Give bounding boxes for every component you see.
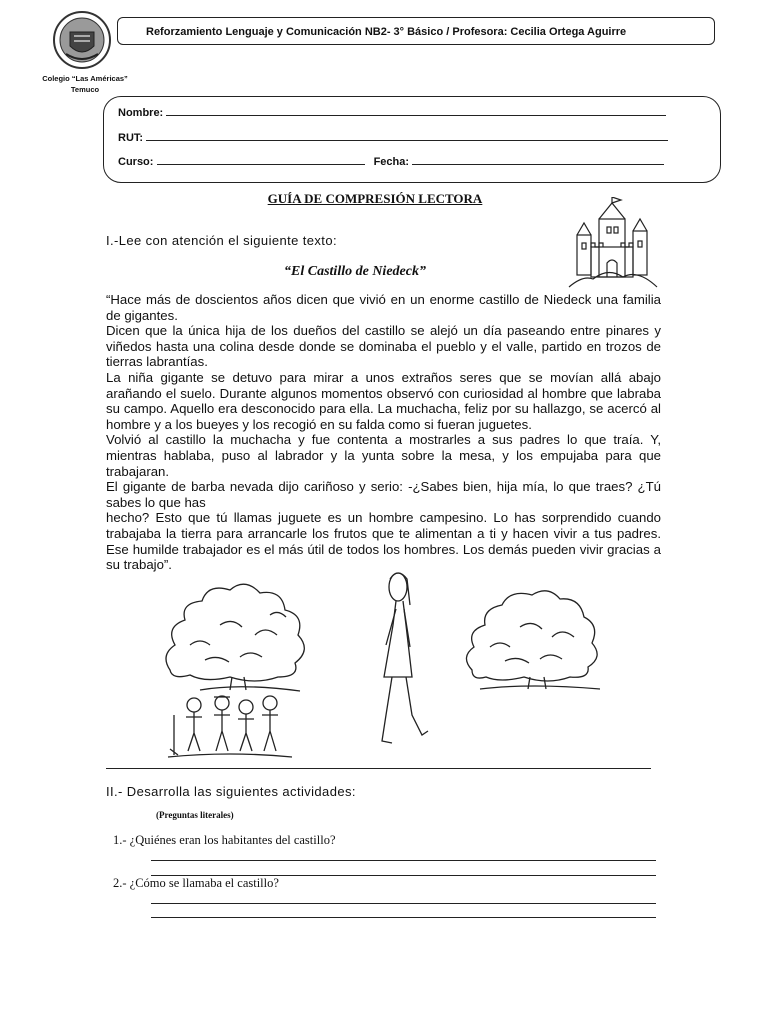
date-label: Fecha: (373, 156, 410, 168)
farmers-drawing (168, 696, 292, 757)
course-label: Curso: (118, 156, 154, 168)
question-1: 1.- ¿Quiénes eran los habitantes del castillo? (113, 833, 336, 847)
rut-line[interactable] (146, 130, 668, 141)
answer-line[interactable] (151, 903, 656, 904)
story-illustration (160, 565, 630, 765)
header-title: Reforzamiento Lenguaje y Comunicación NB2- 3° Básico / Profesora: Cecilia Ortega Aguirre (117, 17, 715, 45)
rut-field[interactable] (118, 130, 668, 144)
name-line[interactable] (166, 105, 666, 116)
story-paragraph: Volvió al castillo la muchacha y fue contenta a mostrarles a sus padres lo que traía. Y, mientras hablaba, puso al labrador y la yunta sobre la mesa, y los empujaba para que trabajaran. (106, 432, 661, 479)
answer-line[interactable] (151, 860, 656, 861)
course-line[interactable] (157, 154, 365, 165)
story-title: “El Castillo de Niedeck” (284, 264, 426, 279)
school-crest-logo (52, 10, 112, 70)
school-city: Temuco (70, 85, 100, 94)
story-paragraph: El gigante de barba nevada dijo cariñoso y serio: -¿Sabes bien, hija mía, lo que traes? ¿Tú sabes lo que has (106, 479, 661, 510)
student-info-form (103, 96, 721, 183)
story-text (106, 292, 661, 573)
instruction-read-text: I.-Lee con atención el siguiente texto: (106, 233, 337, 248)
guide-title: GUÍA DE COMPRESIÓN LECTORA (267, 191, 483, 206)
instruction-activities: II.- Desarrolla las siguientes actividades: (106, 784, 356, 799)
left-tree-drawing (166, 584, 304, 691)
story-paragraph: Dicen que la única hija de los dueños del castillo se alejó un día paseando entre pinares y viñedos hasta una colina desde donde se dominaba el pueblo y el valle, partido en trozos de tierras labrantías. (106, 323, 661, 370)
story-paragraph: La niña gigante se detuvo para mirar a unos extraños seres que se movían allá abajo arañando el suelo. Durante algunos momentos observó con curiosidad al hombre que labraba su campo. Aquello era desconocido para ella. La muchacha, feliz por su hallazgo, se acercó al hombre y a los bueyes y los recogió en su falda como si fueran juguetes. (106, 369, 661, 432)
story-paragraph: “Hace más de doscientos años dicen que vivió en un enorme castillo de Niedeck una familia de gigantes. (106, 292, 661, 323)
giant-girl-drawing (382, 573, 428, 743)
rut-label: RUT: (118, 132, 144, 144)
school-info (35, 73, 135, 95)
section-label-literal: (Preguntas literales) (156, 810, 234, 820)
right-tree-drawing (466, 591, 600, 689)
date-line[interactable] (412, 154, 664, 165)
section-divider (106, 768, 651, 769)
question-2: 2.- ¿Cómo se llamaba el castillo? (113, 876, 279, 890)
name-field[interactable] (118, 105, 666, 119)
answer-line[interactable] (151, 917, 656, 918)
school-name: Colegio “Las Américas” (42, 74, 128, 83)
story-paragraph: hecho? Esto que tú llamas juguete es un hombre campesino. Lo has sorprendido cuando trabajaba la tierra para arrancarle los frutos que te alimentan a ti y hacen vivir a tus padres. Ese humilde trabajador es el más útil de todos los hombres. Los demás pueden vivir gracias a su trabajo”. (106, 510, 661, 573)
course-field[interactable] (118, 154, 664, 168)
name-label: Nombre: (118, 107, 164, 119)
